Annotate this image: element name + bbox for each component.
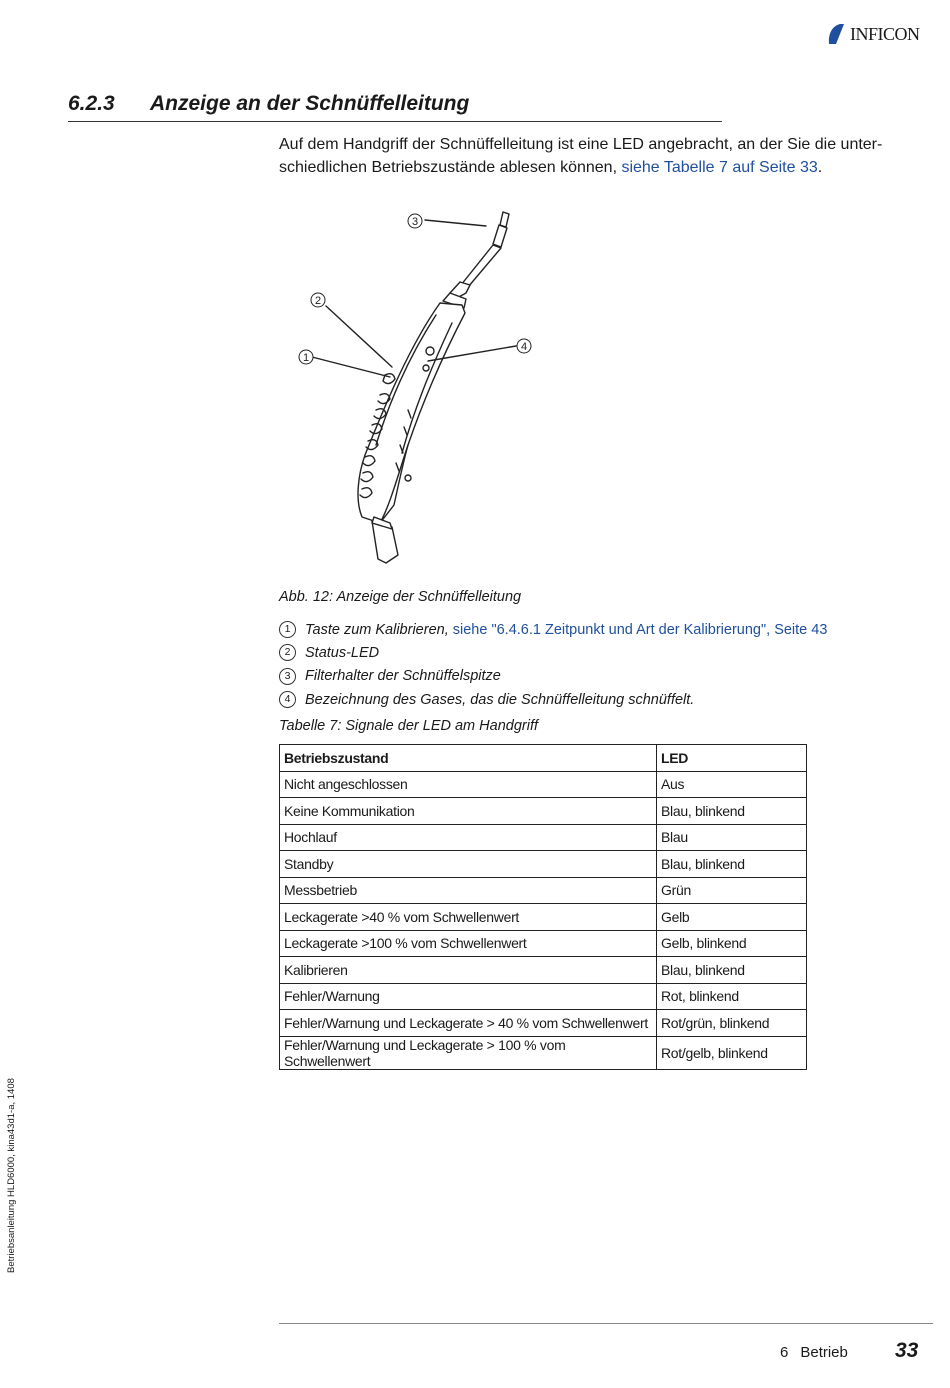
legend-text: Status-LED (305, 644, 380, 661)
led-signals-table (279, 744, 807, 1070)
figure-legend (279, 618, 919, 711)
cell-led: Aus (657, 771, 807, 798)
callout-3: 3 (411, 216, 419, 228)
table-row (280, 851, 807, 878)
legend-item (279, 641, 919, 664)
table-caption: Tabelle 7: Signale der LED am Handgriff (279, 718, 539, 734)
table-row (280, 798, 807, 825)
intro-end: . (817, 159, 823, 176)
table-row (280, 930, 807, 957)
cell-state: Fehler/Warnung (280, 983, 657, 1010)
cell-state: Hochlauf (280, 824, 657, 851)
callout-1: 1 (302, 352, 310, 364)
callout-4: 4 (520, 341, 528, 353)
section-heading (68, 92, 722, 122)
sniffer-handle-illustration (290, 205, 550, 575)
section-number: 6.2.3 (68, 92, 115, 115)
cell-state: Nicht angeschlossen (280, 771, 657, 798)
column-header-led: LED (657, 745, 807, 772)
intro-text: Auf dem Handgriff der Schnüffelleitung ist eine LED angebracht, an der Sie die unter-schiedlichen Betriebszustände ablesen können, (279, 136, 883, 176)
legend-item (279, 618, 919, 641)
document-identifier: Betriebsanleitung HLD6000, kina43d1-a, 1408 (6, 1078, 17, 1273)
calibration-reference-link[interactable]: siehe "6.4.6.1 Zeitpunkt und Art der Kalibrierung", Seite 43 (452, 621, 828, 638)
cell-state: Keine Kommunikation (280, 798, 657, 825)
cell-led: Gelb (657, 904, 807, 931)
cell-state: Fehler/Warnung und Leckagerate > 40 % vom Schwellenwert (280, 1010, 657, 1037)
inficon-logo (826, 22, 936, 46)
footer-divider (279, 1323, 933, 1324)
legend-number: 1 (279, 621, 296, 638)
cell-led: Blau (657, 824, 807, 851)
cell-led: Grün (657, 877, 807, 904)
footer-chapter-title: Betrieb (800, 1344, 848, 1361)
page-number: 33 (895, 1339, 919, 1362)
cell-state: Standby (280, 851, 657, 878)
cell-led: Rot, blinkend (657, 983, 807, 1010)
table-row (280, 877, 807, 904)
legend-number: 4 (279, 691, 296, 708)
legend-text: Taste zum Kalibrieren, (305, 621, 449, 638)
cell-state: Kalibrieren (280, 957, 657, 984)
table-reference-link[interactable]: siehe Tabelle 7 auf Seite 33 (621, 159, 818, 176)
legend-text: Bezeichnung des Gases, das die Schnüffelleitung schnüffelt. (305, 691, 695, 708)
legend-number: 3 (279, 668, 296, 685)
column-header-state: Betriebszustand (280, 745, 657, 772)
intro-paragraph (279, 133, 919, 179)
table-header-row (280, 745, 807, 772)
legend-number: 2 (279, 644, 296, 661)
logo-wordmark: INFICON (850, 24, 920, 44)
footer-chapter (780, 1344, 848, 1361)
cell-led: Gelb, blinkend (657, 930, 807, 957)
legend-item (279, 665, 919, 688)
table-row (280, 824, 807, 851)
cell-state: Leckagerate >100 % vom Schwellenwert (280, 930, 657, 957)
figure-caption: Abb. 12: Anzeige der Schnüffelleitung (279, 589, 522, 605)
cell-led: Blau, blinkend (657, 851, 807, 878)
legend-text: Filterhalter der Schnüffelspitze (305, 668, 501, 685)
cell-led: Rot/gelb, blinkend (657, 1036, 807, 1069)
callout-2: 2 (314, 295, 322, 307)
legend-item (279, 688, 919, 711)
table-row (280, 1036, 807, 1069)
cell-led: Blau, blinkend (657, 957, 807, 984)
table-row (280, 957, 807, 984)
cell-led: Rot/grün, blinkend (657, 1010, 807, 1037)
table-row (280, 904, 807, 931)
cell-state: Fehler/Warnung und Leckagerate > 100 % vom Schwellenwert (280, 1036, 657, 1069)
inficon-logo-mark-icon (826, 22, 848, 46)
section-title: Anzeige an der Schnüffelleitung (150, 92, 470, 115)
table-row (280, 983, 807, 1010)
table-row (280, 771, 807, 798)
footer-chapter-number: 6 (780, 1344, 789, 1361)
cell-led: Blau, blinkend (657, 798, 807, 825)
table-row (280, 1010, 807, 1037)
cell-state: Leckagerate >40 % vom Schwellenwert (280, 904, 657, 931)
cell-state: Messbetrieb (280, 877, 657, 904)
